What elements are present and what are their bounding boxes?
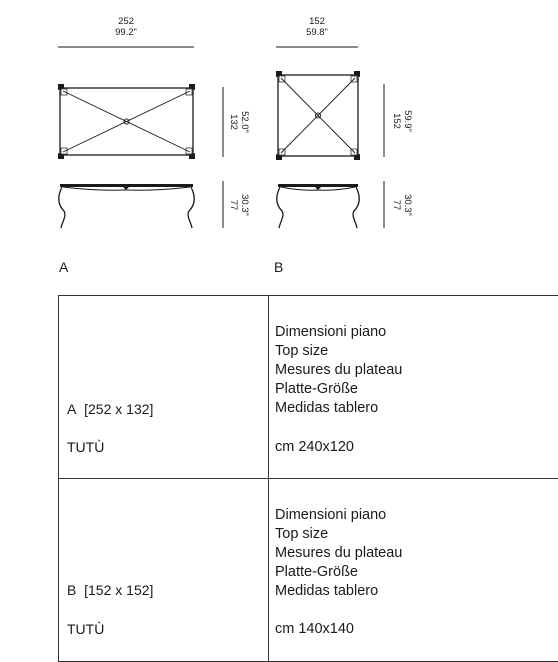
b-height-cm: 77 [391, 200, 402, 211]
b-top-view [276, 71, 360, 160]
drawing-a [58, 16, 250, 228]
model-dimensions: [252 x 132] [84, 401, 153, 417]
a-depth-in: 52.0" [239, 111, 250, 133]
model-cell [59, 296, 269, 479]
top-size-label: Dimensioni piano [275, 323, 402, 342]
top-size-label: Platte-Größe [275, 563, 402, 582]
model-cell [59, 479, 269, 662]
a-width-in: 99.2" [115, 27, 137, 38]
top-size-label: Platte-Größe [275, 380, 402, 399]
a-height-cm: 77 [228, 200, 239, 211]
b-depth-cm: 152 [391, 113, 402, 129]
model-letter: A [67, 401, 76, 417]
drawing-a-label: A [59, 259, 68, 275]
a-front-view [59, 184, 194, 228]
b-height-in: 30.3" [402, 194, 413, 216]
top-size-labels [275, 323, 402, 418]
top-size-label: Dimensioni piano [275, 506, 402, 525]
technical-drawings [0, 0, 558, 290]
top-size-label: Mesures du plateau [275, 361, 402, 380]
drawing-b-label: B [274, 259, 283, 275]
a-width-cm: 252 [118, 16, 134, 27]
model-dimensions: [152 x 152] [84, 582, 153, 598]
top-size-cell [269, 296, 558, 479]
drawing-b [276, 16, 413, 228]
a-height-in: 30.3" [239, 194, 250, 216]
top-size-labels [275, 506, 402, 601]
top-size-value: cm 240x120 [275, 439, 354, 455]
b-depth-in: 59.9" [402, 110, 413, 132]
model-size [67, 401, 153, 417]
top-size-label: Medidas tablero [275, 582, 402, 601]
b-width-in: 59.8" [306, 27, 328, 38]
top-size-label: Mesures du plateau [275, 544, 402, 563]
top-size-label: Top size [275, 525, 402, 544]
a-top-view [58, 84, 195, 159]
top-size-label: Top size [275, 342, 402, 361]
table-row [59, 296, 558, 479]
model-name: TUTÙ [67, 439, 104, 455]
table-row [59, 479, 558, 662]
top-size-cell [269, 479, 558, 662]
model-letter: B [67, 582, 76, 598]
top-size-value: cm 140x140 [275, 621, 354, 637]
b-width-cm: 152 [309, 16, 325, 27]
a-depth-cm: 132 [228, 114, 239, 130]
model-size [67, 582, 153, 598]
model-name: TUTÙ [67, 621, 104, 637]
spec-table [58, 295, 558, 662]
b-front-view [277, 184, 359, 228]
top-size-label: Medidas tablero [275, 399, 402, 418]
